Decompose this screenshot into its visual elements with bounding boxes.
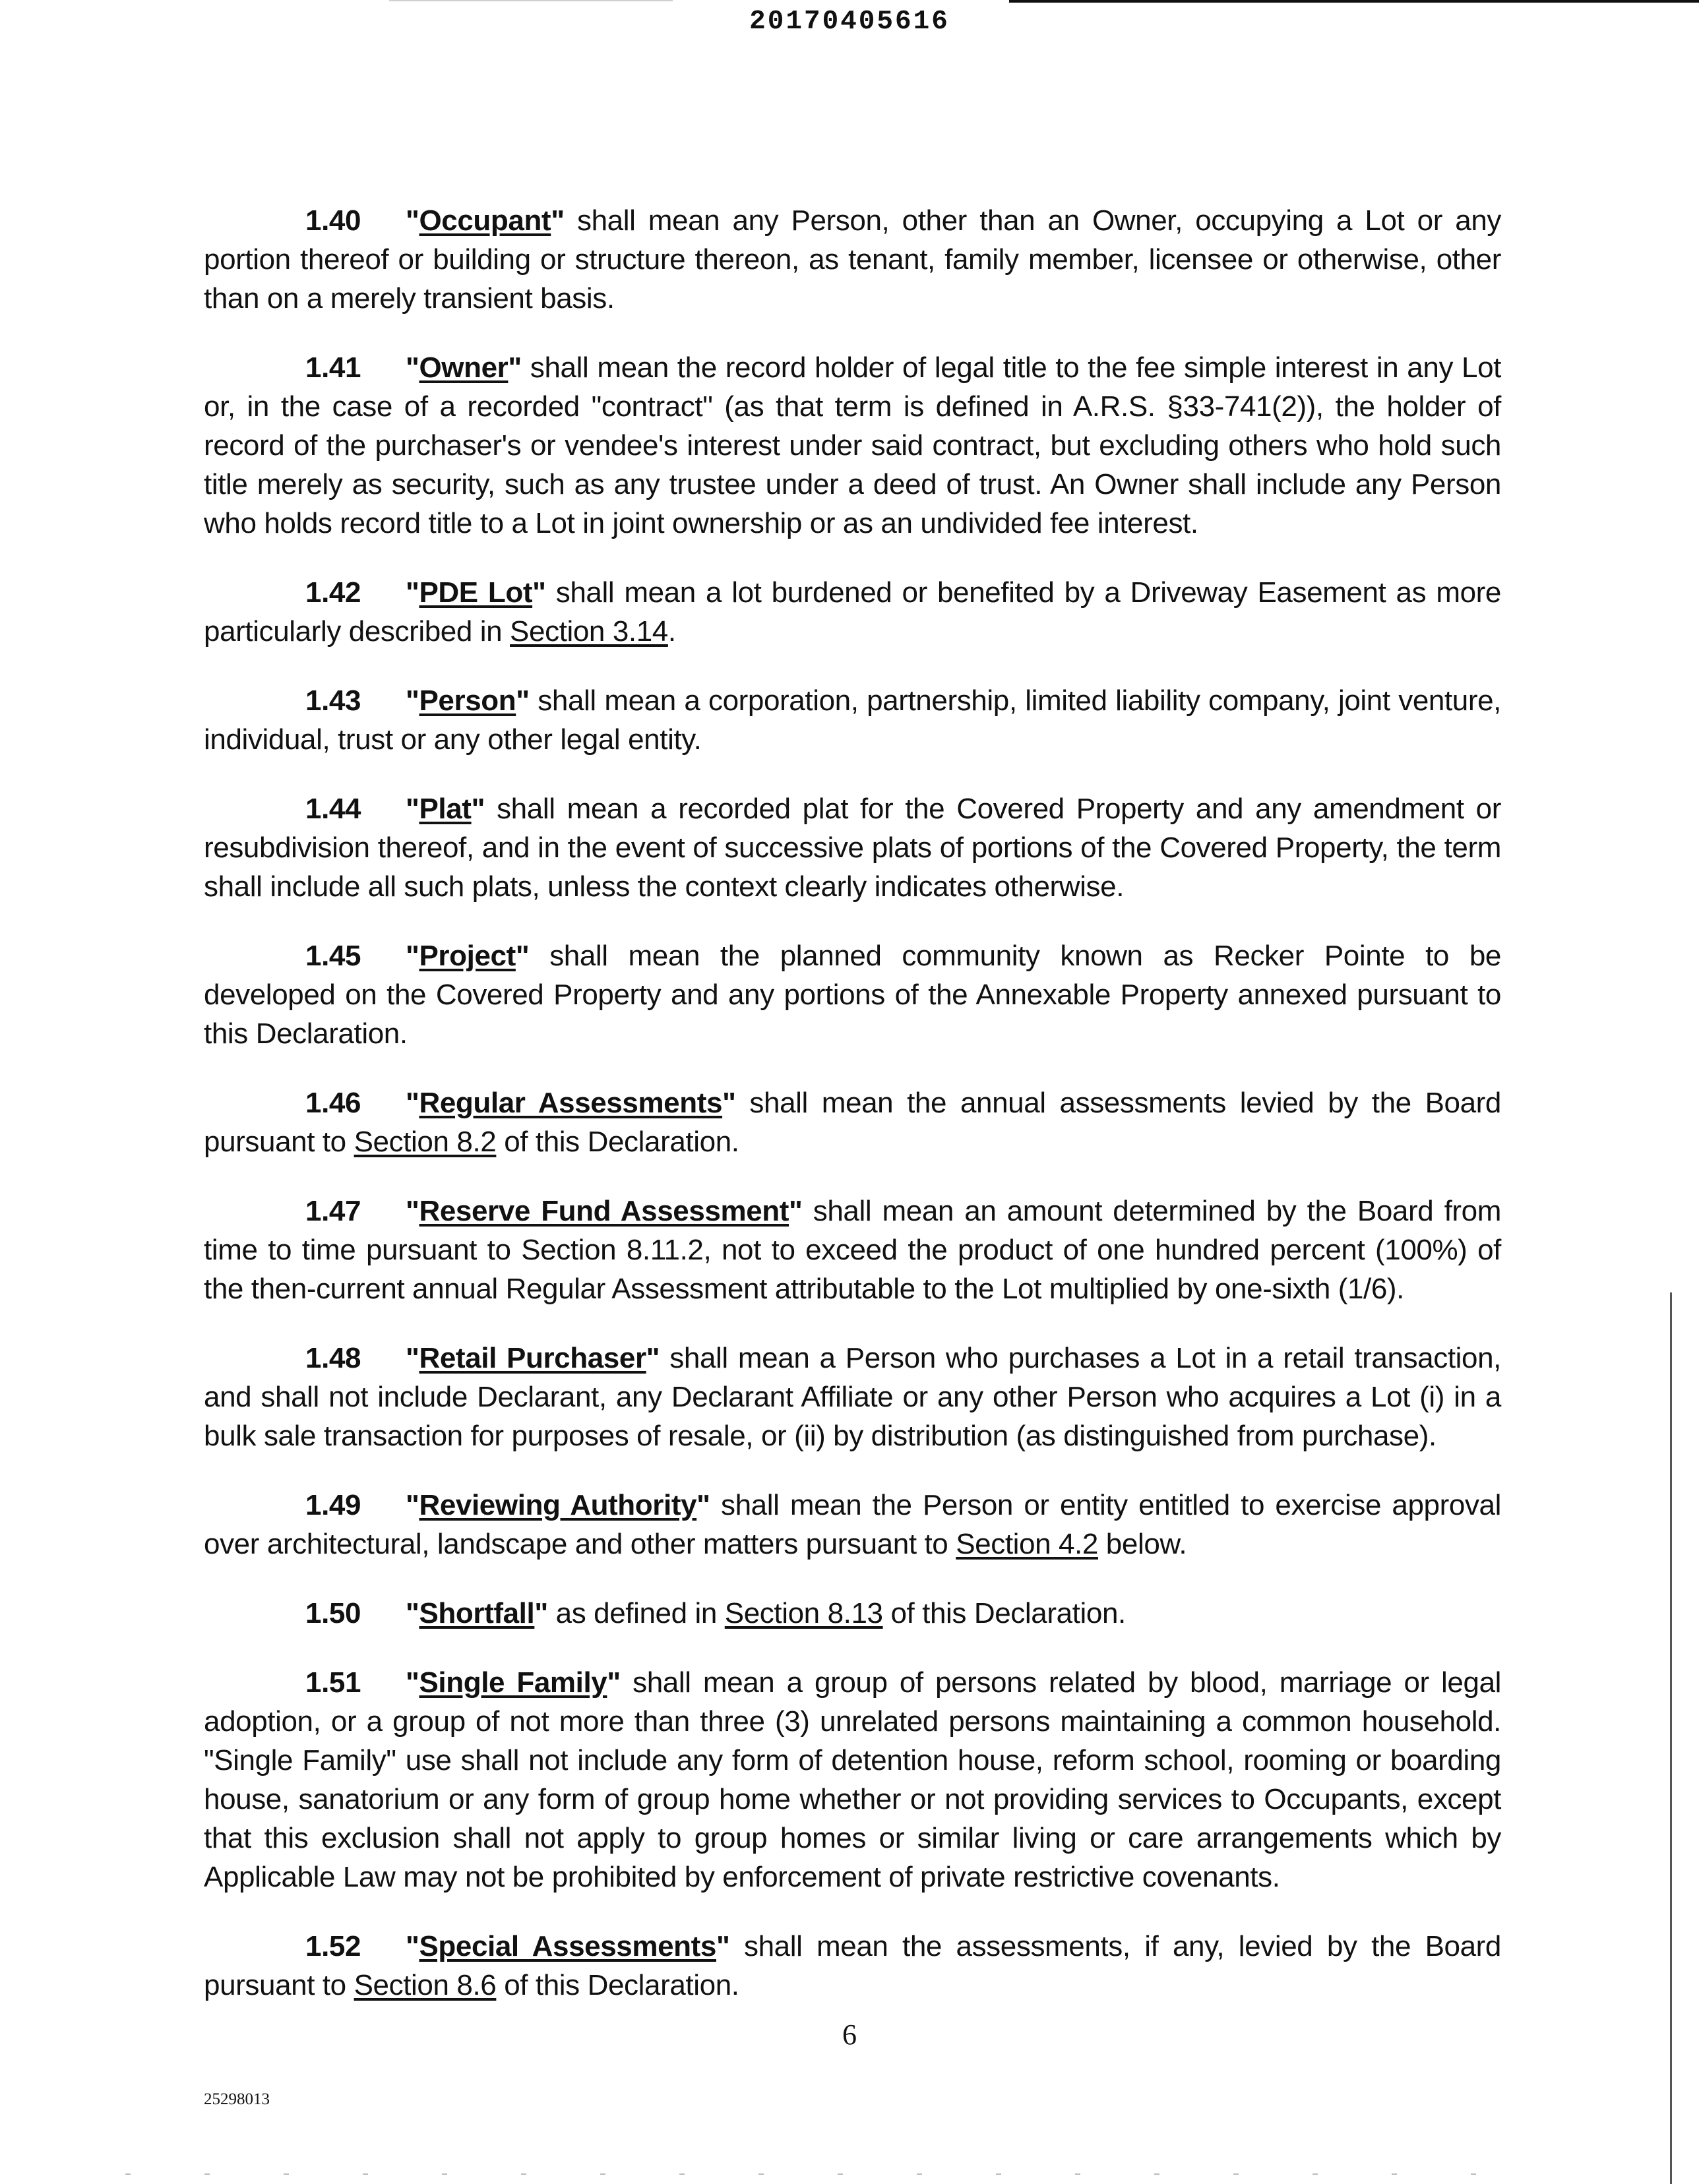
section-text: shall mean a Person who purchases a Lot in a retail transaction, and shall not include Declarant, any Declarant Affiliate or any other Person who acquires a Lot (i) in a bulk sale transaction for purposes of resale, or (ii) by distribution (as distinguished from purchase). (204, 1342, 1502, 1452)
defined-term: Single Family (419, 1666, 607, 1699)
document-id: 25298013 (204, 2090, 270, 2108)
section-1-48: 1.48 "Retail Purchaser" shall mean a Person who purchases a Lot in a retail transaction, and shall not include Declarant, any Declarant Affiliate or any other Person who acquires a Lot (i) in a bulk sale transaction for purposes of resale, or (ii) by distribution (as distinguished from purchase). (204, 1339, 1501, 1455)
section-text: as defined in (555, 1597, 717, 1629)
defined-term: Shortfall (419, 1597, 535, 1629)
section-text: shall mean an amount determined by the Board from time to time pursuant to Section 8.11.2, not to exceed the product of one hundred percent (100%) of the then-current annual Regular Assessment attributable to the Lot multiplied by one-sixth (1/6). (204, 1195, 1501, 1305)
section-1-52: 1.52 "Special Assessments" shall mean the assessments, if any, levied by the Board pursuant to Section 8.6 of this Declaration. (204, 1927, 1501, 2005)
section-number: 1.51 (305, 1666, 361, 1699)
section-number: 1.48 (305, 1342, 361, 1374)
section-number: 1.46 (305, 1087, 361, 1119)
section-number: 1.52 (305, 1930, 361, 1962)
section-text-end: . (667, 615, 676, 648)
defined-term: Person (419, 684, 516, 717)
section-1-49: 1.49 "Reviewing Authority" shall mean the Person or entity entitled to exercise approval over architectural, landscape and other matters pursuant to Section 4.2 below. (204, 1486, 1501, 1563)
section-1-40: 1.40 "Occupant" shall mean any Person, other than an Owner, occupying a Lot or any portion thereof or building or structure thereon, as tenant, family member, licensee or otherwise, other than on a merely transient basis. (204, 201, 1501, 318)
section-text-end: below. (1105, 1528, 1187, 1560)
section-text: shall mean the planned community known as Recker Pointe to be developed on the Covered Property and any portions of the Annexable Property annexed pursuant to this Declaration. (204, 940, 1501, 1050)
section-number: 1.40 (305, 204, 361, 237)
section-reference: Section 4.2 (956, 1528, 1098, 1560)
section-text: shall mean a recorded plat for the Covered Property and any amendment or resubdivision thereof, and in the event of successive plats of portions of the Covered Property, the term shall include all such plats, unless the context clearly indicates otherwise. (204, 793, 1501, 903)
section-1-46: 1.46 "Regular Assessments" shall mean the annual assessments levied by the Board pursuant to Section 8.2 of this Declaration. (204, 1083, 1501, 1161)
defined-term: Reserve Fund Assessment (419, 1195, 789, 1227)
defined-term: Special Assessments (419, 1930, 716, 1962)
section-reference: Section 3.14 (510, 615, 668, 648)
section-number: 1.50 (305, 1597, 361, 1629)
section-1-51: 1.51 "Single Family" shall mean a group of persons related by blood, marriage or legal adoption, or a group of not more than three (3) unrelated persons maintaining a common household. "Single Family" use shall not include any form of detention house, reform school, rooming or boarding house, sanatorium or any form of group home whether or not providing services to Occupants, except that this exclusion shall not apply to group homes or similar living or care arrangements which by Applicable Law may not be prohibited by enforcement of private restrictive covenants. (204, 1663, 1501, 1896)
section-text-end: of this Declaration. (504, 1969, 739, 2001)
section-1-41: 1.41 "Owner" shall mean the record holder of legal title to the fee simple interest in any Lot or, in the case of a recorded "contract" (as that term is defined in A.R.S. §33-741(2)), the holder of record of the purchaser's or vendee's interest under said contract, but excluding others who hold such title merely as security, such as any trustee under a deed of trust. An Owner shall include any Person who holds record title to a Lot in joint ownership or as an undivided fee interest. (204, 348, 1501, 543)
defined-term: Plat (419, 793, 472, 825)
section-number: 1.47 (305, 1195, 361, 1227)
section-1-47: 1.47 "Reserve Fund Assessment" shall mean an amount determined by the Board from time to time pursuant to Section 8.11.2, not to exceed the product of one hundred percent (100%) of the then-current annual Regular Assessment attributable to the Lot multiplied by one-sixth (1/6). (204, 1192, 1501, 1308)
recording-number: 20170405616 (749, 7, 950, 37)
top-rule-right (1009, 0, 1699, 3)
section-1-45: 1.45 "Project" shall mean the planned community known as Recker Pointe to be developed on the Covered Property and any portions of the Annexable Property annexed pursuant to this Declaration. (204, 936, 1501, 1053)
section-text-end: of this Declaration. (890, 1597, 1126, 1629)
defined-term: Reviewing Authority (419, 1489, 697, 1521)
section-text: shall mean the record holder of legal title to the fee simple interest in any Lot or, in the case of a recorded "contract" (as that term is defined in A.R.S. §33-741(2)), the holder of record of the purchaser's or vendee's interest under said contract, but excluding others who hold such title merely as security, such as any trustee under a deed of trust. An Owner shall include any Person who holds record title to a Lot in joint ownership or as an undivided fee interest. (204, 351, 1501, 539)
defined-term: Occupant (419, 204, 551, 237)
section-number: 1.49 (305, 1489, 361, 1521)
section-text: shall mean the annual assessments levied by the Board pursuant to (204, 1087, 1501, 1158)
scan-edge-line (1670, 1292, 1672, 2184)
scan-bottom-marks (125, 2173, 1510, 2175)
section-1-43: 1.43 "Person" shall mean a corporation, partnership, limited liability company, joint venture, individual, trust or any other legal entity. (204, 681, 1501, 759)
section-text: shall mean the assessments, if any, levied by the Board pursuant to (204, 1930, 1501, 2001)
section-text: shall mean a lot burdened or benefited by a Driveway Easement as more particularly described in (204, 576, 1501, 648)
defined-term: Retail Purchaser (419, 1342, 646, 1374)
section-1-42: 1.42 "PDE Lot" shall mean a lot burdened or benefited by a Driveway Easement as more particularly described in Section 3.14. (204, 573, 1501, 651)
top-rule-left (389, 0, 673, 1)
section-text-end: of this Declaration. (504, 1126, 739, 1158)
section-text: shall mean any Person, other than an Owner, occupying a Lot or any portion thereof or building or structure thereon, as tenant, family member, licensee or otherwise, other than on a merely transient basis. (204, 204, 1501, 315)
section-1-50: 1.50 "Shortfall" as defined in Section 8.13 of this Declaration. (204, 1594, 1501, 1633)
section-number: 1.43 (305, 684, 361, 717)
defined-term: Regular Assessments (419, 1087, 723, 1119)
section-reference: Section 8.2 (354, 1126, 497, 1158)
section-text: shall mean the Person or entity entitled to exercise approval over architectural, landscape and other matters pursuant to (204, 1489, 1501, 1560)
section-number: 1.45 (305, 940, 361, 972)
section-reference: Section 8.13 (724, 1597, 883, 1629)
section-number: 1.42 (305, 576, 361, 609)
section-1-44: 1.44 "Plat" shall mean a recorded plat for the Covered Property and any amendment or resubdivision thereof, and in the event of successive plats of portions of the Covered Property, the term shall include all such plats, unless the context clearly indicates otherwise. (204, 789, 1501, 906)
page-number: 6 (842, 2018, 857, 2051)
section-text: shall mean a group of persons related by blood, marriage or legal adoption, or a group of not more than three (3) unrelated persons maintaining a common household. "Single Family" use shall not include any form of detention house, reform school, rooming or boarding house, sanatorium or any form of group home whether or not providing services to Occupants, except that this exclusion shall not apply to group homes or similar living or care arrangements which by Applicable Law may not be prohibited by enforcement of private restrictive covenants. (204, 1666, 1502, 1893)
section-number: 1.44 (305, 793, 361, 825)
section-reference: Section 8.6 (354, 1969, 497, 2001)
defined-term: Project (419, 940, 516, 972)
defined-term: PDE Lot (419, 576, 533, 609)
section-number: 1.41 (305, 351, 361, 384)
section-text: shall mean a corporation, partnership, limited liability company, joint venture, individual, trust or any other legal entity. (204, 684, 1502, 756)
defined-term: Owner (419, 351, 509, 384)
document-body (204, 201, 1501, 2035)
